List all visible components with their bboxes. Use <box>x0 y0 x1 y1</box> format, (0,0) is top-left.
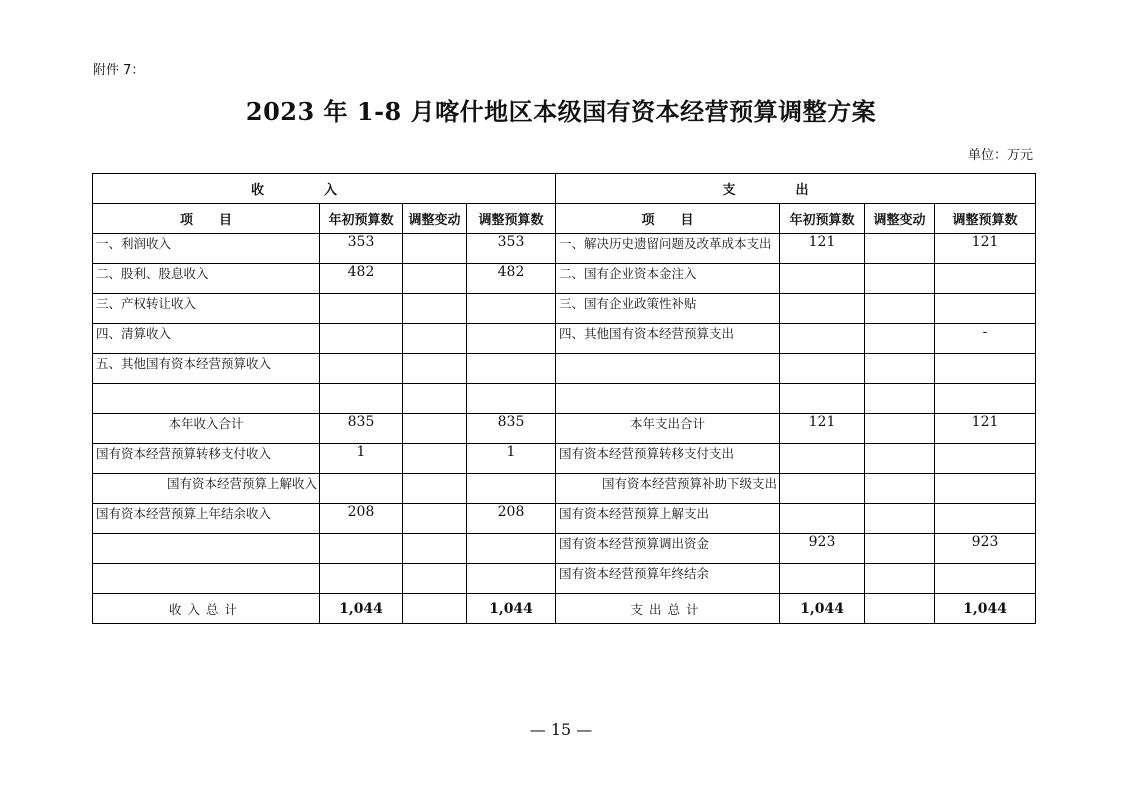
table-row <box>93 534 1036 564</box>
expense-item-name <box>556 354 780 384</box>
page-number: — 15 — <box>529 720 593 739</box>
expense-initial-value <box>780 504 865 534</box>
expense-adjusted-value <box>935 354 1036 384</box>
table-row <box>93 264 1036 294</box>
expense-adjusted-value: 923 <box>935 534 1036 564</box>
income-total-initial: 1,044 <box>320 594 403 624</box>
expense-total-adjusted: 1,044 <box>935 594 1036 624</box>
income-initial-value <box>320 534 403 564</box>
income-change-value <box>403 324 467 354</box>
expense-section-header: 支出 <box>556 174 1036 204</box>
income-adjusted-value: 482 <box>467 264 556 294</box>
table-row <box>93 564 1036 594</box>
income-adjusted-value <box>467 534 556 564</box>
expense-item-name: 国有资本经营预算补助下级支出 <box>556 474 780 504</box>
expense-adjusted-header: 调整预算数 <box>935 204 1036 234</box>
expense-initial-value <box>780 444 865 474</box>
income-change-value <box>403 234 467 264</box>
expense-initial-value <box>780 474 865 504</box>
table-row <box>93 414 1036 444</box>
income-item-name: 国有资本经营预算上年结余收入 <box>93 504 320 534</box>
income-initial-value <box>320 354 403 384</box>
income-item-name: 三、产权转让收入 <box>93 294 320 324</box>
expense-adjusted-value <box>935 294 1036 324</box>
expense-item-name: 一、解决历史遗留问题及改革成本支出 <box>556 234 780 264</box>
expense-total-initial: 1,044 <box>780 594 865 624</box>
expense-initial-value <box>780 324 865 354</box>
total-row <box>93 594 1036 624</box>
table-row <box>93 294 1036 324</box>
income-item-name: 本年收入合计 <box>93 414 320 444</box>
income-initial-value: 1 <box>320 444 403 474</box>
income-change-value <box>403 474 467 504</box>
income-change-value <box>403 414 467 444</box>
expense-initial-value <box>780 564 865 594</box>
section-header-row <box>93 174 1036 204</box>
income-change-value <box>403 534 467 564</box>
income-section-header: 收入 <box>93 174 556 204</box>
table-row <box>93 474 1036 504</box>
income-initial-value <box>320 384 403 414</box>
income-adjusted-value <box>467 294 556 324</box>
expense-item-name: 国有资本经营预算上解支出 <box>556 504 780 534</box>
expense-total-change <box>865 594 935 624</box>
expense-change-header: 调整变动 <box>865 204 935 234</box>
expense-item-name: 本年支出合计 <box>556 414 780 444</box>
income-adjusted-value: 835 <box>467 414 556 444</box>
expense-initial-value <box>780 354 865 384</box>
expense-change-value <box>865 474 935 504</box>
income-adjusted-value: 208 <box>467 504 556 534</box>
income-initial-value <box>320 324 403 354</box>
income-initial-value: 482 <box>320 264 403 294</box>
expense-initial-value <box>780 384 865 414</box>
expense-change-value <box>865 354 935 384</box>
table-row <box>93 354 1036 384</box>
expense-initial-header: 年初预算数 <box>780 204 865 234</box>
income-change-value <box>403 564 467 594</box>
expense-item-header: 项 目 <box>556 204 780 234</box>
income-adjusted-value: 1 <box>467 444 556 474</box>
expense-item-name: 三、国有企业政策性补贴 <box>556 294 780 324</box>
income-adjusted-value <box>467 354 556 384</box>
expense-adjusted-value <box>935 504 1036 534</box>
page-title: 2023 年 1-8 月喀什地区本级国有资本经营预算调整方案 <box>245 97 877 126</box>
expense-adjusted-value <box>935 474 1036 504</box>
income-change-value <box>403 384 467 414</box>
income-change-value <box>403 264 467 294</box>
expense-adjusted-value <box>935 384 1036 414</box>
income-initial-value <box>320 294 403 324</box>
expense-item-name: 国有资本经营预算调出资金 <box>556 534 780 564</box>
income-item-name: 四、清算收入 <box>93 324 320 354</box>
income-item-name: 一、利润收入 <box>93 234 320 264</box>
income-change-value <box>403 354 467 384</box>
expense-item-name: 国有资本经营预算转移支付支出 <box>556 444 780 474</box>
expense-change-value <box>865 384 935 414</box>
expense-adjusted-value: 121 <box>935 234 1036 264</box>
unit-label: 单位：万元 <box>967 148 1033 163</box>
income-initial-value: 208 <box>320 504 403 534</box>
expense-item-name <box>556 384 780 414</box>
income-adjusted-value <box>467 564 556 594</box>
expense-adjusted-value <box>935 564 1036 594</box>
income-item-header: 项 目 <box>93 204 320 234</box>
expense-change-value <box>865 324 935 354</box>
income-initial-header: 年初预算数 <box>320 204 403 234</box>
expense-initial-value <box>780 294 865 324</box>
income-initial-value <box>320 474 403 504</box>
table-row <box>93 444 1036 474</box>
income-item-name: 二、股利、股息收入 <box>93 264 320 294</box>
income-initial-value: 353 <box>320 234 403 264</box>
table-row <box>93 324 1036 354</box>
income-change-value <box>403 504 467 534</box>
expense-adjusted-value <box>935 264 1036 294</box>
expense-change-value <box>865 264 935 294</box>
income-item-name <box>93 564 320 594</box>
income-item-name: 国有资本经营预算转移支付收入 <box>93 444 320 474</box>
income-change-header: 调整变动 <box>403 204 467 234</box>
income-adjusted-value <box>467 324 556 354</box>
income-item-name <box>93 534 320 564</box>
attachment-label: 附件 7： <box>93 63 145 78</box>
table-row <box>93 384 1036 414</box>
expense-item-name: 国有资本经营预算年终结余 <box>556 564 780 594</box>
expense-total-label: 支出总计 <box>556 594 780 624</box>
expense-change-value <box>865 414 935 444</box>
expense-change-value <box>865 534 935 564</box>
expense-initial-value: 923 <box>780 534 865 564</box>
expense-initial-value: 121 <box>780 234 865 264</box>
expense-initial-value: 121 <box>780 414 865 444</box>
table-row <box>93 504 1036 534</box>
income-item-name <box>93 384 320 414</box>
expense-adjusted-value: 121 <box>935 414 1036 444</box>
income-total-change <box>403 594 467 624</box>
expense-item-name: 二、国有企业资本金注入 <box>556 264 780 294</box>
income-adjusted-value <box>467 384 556 414</box>
income-total-label: 收入总计 <box>93 594 320 624</box>
expense-initial-value <box>780 264 865 294</box>
income-adjusted-header: 调整预算数 <box>467 204 556 234</box>
income-change-value <box>403 444 467 474</box>
expense-adjusted-value: - <box>935 324 1036 354</box>
income-adjusted-value: 353 <box>467 234 556 264</box>
expense-item-name: 四、其他国有资本经营预算支出 <box>556 324 780 354</box>
budget-table <box>92 173 1036 624</box>
income-item-name: 国有资本经营预算上解收入 <box>93 474 320 504</box>
income-initial-value <box>320 564 403 594</box>
expense-adjusted-value <box>935 444 1036 474</box>
expense-change-value <box>865 504 935 534</box>
income-adjusted-value <box>467 474 556 504</box>
income-item-name: 五、其他国有资本经营预算收入 <box>93 354 320 384</box>
income-initial-value: 835 <box>320 414 403 444</box>
column-header-row <box>93 204 1036 234</box>
expense-change-value <box>865 444 935 474</box>
expense-change-value <box>865 234 935 264</box>
income-change-value <box>403 294 467 324</box>
table-row <box>93 234 1036 264</box>
income-total-adjusted: 1,044 <box>467 594 556 624</box>
expense-change-value <box>865 294 935 324</box>
expense-change-value <box>865 564 935 594</box>
